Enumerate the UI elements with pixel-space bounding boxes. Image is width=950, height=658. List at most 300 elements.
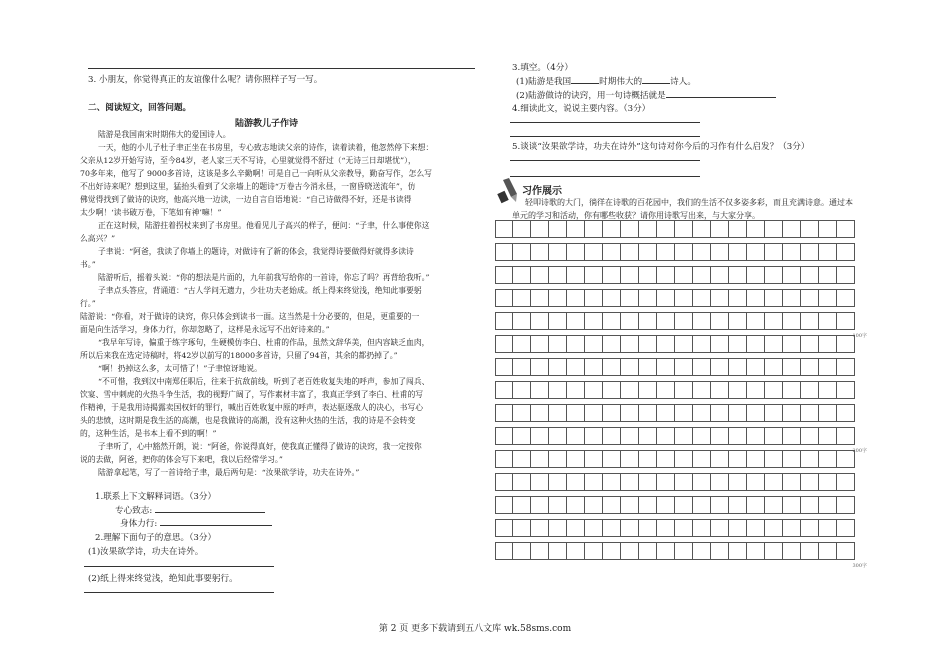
grid-cell[interactable] [711, 243, 729, 261]
grid-cell[interactable] [765, 473, 783, 491]
grid-cell[interactable] [513, 496, 531, 514]
grid-cell[interactable] [693, 542, 711, 560]
grid-cell[interactable] [567, 450, 585, 468]
grid-cell[interactable] [567, 496, 585, 514]
grid-cell[interactable] [711, 312, 729, 330]
grid-cell[interactable] [783, 519, 801, 537]
grid-cell[interactable] [513, 542, 531, 560]
grid-cell[interactable] [639, 496, 657, 514]
grid-cell[interactable] [729, 542, 747, 560]
grid-cell[interactable] [495, 427, 513, 445]
grid-cell[interactable] [819, 220, 837, 238]
grid-cell[interactable] [729, 335, 747, 353]
grid-cell[interactable] [747, 427, 765, 445]
grid-cell[interactable] [657, 312, 675, 330]
grid-cell[interactable] [675, 381, 693, 399]
grid-cell[interactable] [765, 450, 783, 468]
grid-cell[interactable] [639, 335, 657, 353]
grid-cell[interactable] [621, 473, 639, 491]
grid-cell[interactable] [675, 404, 693, 422]
grid-cell[interactable] [837, 450, 855, 468]
grid-cell[interactable] [549, 358, 567, 376]
grid-cell[interactable] [693, 289, 711, 307]
grid-cell[interactable] [837, 358, 855, 376]
grid-cell[interactable] [837, 266, 855, 284]
grid-cell[interactable] [765, 381, 783, 399]
grid-cell[interactable] [585, 496, 603, 514]
grid-cell[interactable] [657, 220, 675, 238]
grid-cell[interactable] [585, 519, 603, 537]
grid-cell[interactable] [693, 519, 711, 537]
grid-cell[interactable] [495, 519, 513, 537]
grid-cell[interactable] [639, 220, 657, 238]
grid-cell[interactable] [549, 519, 567, 537]
grid-cell[interactable] [585, 243, 603, 261]
grid-cell[interactable] [567, 335, 585, 353]
grid-cell[interactable] [783, 381, 801, 399]
grid-cell[interactable] [747, 266, 765, 284]
grid-cell[interactable] [675, 542, 693, 560]
grid-cell[interactable] [603, 450, 621, 468]
grid-cell[interactable] [585, 220, 603, 238]
grid-cell[interactable] [513, 220, 531, 238]
grid-cell[interactable] [639, 243, 657, 261]
grid-cell[interactable] [513, 243, 531, 261]
grid-cell[interactable] [675, 243, 693, 261]
grid-cell[interactable] [783, 312, 801, 330]
grid-cell[interactable] [819, 450, 837, 468]
grid-cell[interactable] [819, 473, 837, 491]
grid-cell[interactable] [531, 473, 549, 491]
grid-cell[interactable] [783, 496, 801, 514]
grid-cell[interactable] [819, 404, 837, 422]
grid-cell[interactable] [639, 542, 657, 560]
grid-cell[interactable] [729, 243, 747, 261]
grid-cell[interactable] [603, 519, 621, 537]
answer-line[interactable] [84, 566, 274, 567]
grid-cell[interactable] [801, 312, 819, 330]
grid-cell[interactable] [639, 289, 657, 307]
grid-cell[interactable] [765, 335, 783, 353]
grid-cell[interactable] [693, 404, 711, 422]
grid-cell[interactable] [495, 358, 513, 376]
grid-cell[interactable] [819, 243, 837, 261]
grid-cell[interactable] [531, 450, 549, 468]
grid-cell[interactable] [549, 450, 567, 468]
grid-cell[interactable] [531, 335, 549, 353]
grid-cell[interactable] [603, 473, 621, 491]
grid-cell[interactable] [801, 289, 819, 307]
grid-cell[interactable] [819, 542, 837, 560]
grid-cell[interactable] [603, 220, 621, 238]
grid-cell[interactable] [585, 473, 603, 491]
grid-cell[interactable] [783, 335, 801, 353]
grid-cell[interactable] [837, 473, 855, 491]
grid-cell[interactable] [729, 404, 747, 422]
grid-cell[interactable] [657, 381, 675, 399]
grid-cell[interactable] [639, 473, 657, 491]
grid-cell[interactable] [675, 335, 693, 353]
grid-cell[interactable] [729, 496, 747, 514]
grid-cell[interactable] [837, 519, 855, 537]
grid-cell[interactable] [711, 335, 729, 353]
grid-cell[interactable] [819, 289, 837, 307]
grid-cell[interactable] [837, 220, 855, 238]
grid-cell[interactable] [567, 289, 585, 307]
grid-cell[interactable] [495, 289, 513, 307]
grid-cell[interactable] [711, 266, 729, 284]
grid-cell[interactable] [495, 404, 513, 422]
grid-cell[interactable] [711, 358, 729, 376]
grid-cell[interactable] [801, 519, 819, 537]
grid-cell[interactable] [531, 496, 549, 514]
grid-cell[interactable] [621, 519, 639, 537]
grid-cell[interactable] [603, 542, 621, 560]
grid-cell[interactable] [621, 358, 639, 376]
grid-cell[interactable] [729, 381, 747, 399]
grid-cell[interactable] [621, 220, 639, 238]
grid-cell[interactable] [783, 427, 801, 445]
grid-cell[interactable] [531, 542, 549, 560]
grid-cell[interactable] [585, 542, 603, 560]
grid-cell[interactable] [603, 335, 621, 353]
grid-cell[interactable] [531, 266, 549, 284]
grid-cell[interactable] [801, 266, 819, 284]
grid-cell[interactable] [657, 519, 675, 537]
grid-cell[interactable] [657, 496, 675, 514]
grid-cell[interactable] [531, 381, 549, 399]
grid-cell[interactable] [729, 473, 747, 491]
grid-cell[interactable] [657, 289, 675, 307]
grid-cell[interactable] [585, 427, 603, 445]
grid-cell[interactable] [567, 427, 585, 445]
grid-cell[interactable] [585, 266, 603, 284]
grid-cell[interactable] [567, 358, 585, 376]
grid-cell[interactable] [765, 220, 783, 238]
grid-cell[interactable] [639, 358, 657, 376]
grid-cell[interactable] [693, 312, 711, 330]
grid-cell[interactable] [549, 243, 567, 261]
grid-cell[interactable] [675, 312, 693, 330]
grid-cell[interactable] [747, 473, 765, 491]
grid-cell[interactable] [513, 312, 531, 330]
grid-cell[interactable] [585, 335, 603, 353]
grid-cell[interactable] [495, 450, 513, 468]
grid-cell[interactable] [765, 404, 783, 422]
grid-cell[interactable] [603, 266, 621, 284]
grid-cell[interactable] [531, 404, 549, 422]
grid-cell[interactable] [603, 358, 621, 376]
grid-cell[interactable] [693, 335, 711, 353]
grid-cell[interactable] [837, 381, 855, 399]
grid-cell[interactable] [765, 266, 783, 284]
answer-line[interactable] [510, 122, 700, 123]
grid-cell[interactable] [621, 312, 639, 330]
grid-cell[interactable] [549, 404, 567, 422]
writing-grid[interactable] [495, 220, 875, 569]
grid-cell[interactable] [657, 335, 675, 353]
grid-cell[interactable] [837, 496, 855, 514]
grid-cell[interactable] [765, 519, 783, 537]
grid-cell[interactable] [495, 220, 513, 238]
grid-cell[interactable] [513, 427, 531, 445]
grid-cell[interactable] [837, 404, 855, 422]
grid-cell[interactable] [495, 381, 513, 399]
grid-cell[interactable] [585, 312, 603, 330]
grid-cell[interactable] [567, 266, 585, 284]
grid-cell[interactable] [747, 519, 765, 537]
grid-cell[interactable] [621, 266, 639, 284]
grid-cell[interactable] [549, 381, 567, 399]
grid-cell[interactable] [819, 335, 837, 353]
grid-cell[interactable] [639, 450, 657, 468]
grid-cell[interactable] [801, 335, 819, 353]
grid-cell[interactable] [567, 243, 585, 261]
grid-cell[interactable] [549, 427, 567, 445]
grid-cell[interactable] [657, 427, 675, 445]
grid-cell[interactable] [765, 496, 783, 514]
grid-cell[interactable] [819, 358, 837, 376]
grid-cell[interactable] [531, 243, 549, 261]
grid-cell[interactable] [603, 381, 621, 399]
grid-cell[interactable] [495, 542, 513, 560]
grid-cell[interactable] [693, 427, 711, 445]
grid-cell[interactable] [837, 335, 855, 353]
grid-cell[interactable] [657, 450, 675, 468]
grid-cell[interactable] [693, 358, 711, 376]
grid-cell[interactable] [801, 427, 819, 445]
grid-cell[interactable] [783, 358, 801, 376]
grid-cell[interactable] [585, 381, 603, 399]
grid-cell[interactable] [567, 312, 585, 330]
grid-cell[interactable] [603, 289, 621, 307]
grid-cell[interactable] [657, 542, 675, 560]
grid-cell[interactable] [729, 450, 747, 468]
grid-cell[interactable] [549, 289, 567, 307]
grid-cell[interactable] [711, 381, 729, 399]
grid-cell[interactable] [837, 289, 855, 307]
grid-cell[interactable] [639, 427, 657, 445]
grid-cell[interactable] [801, 473, 819, 491]
grid-cell[interactable] [675, 220, 693, 238]
grid-cell[interactable] [657, 473, 675, 491]
grid-cell[interactable] [819, 266, 837, 284]
grid-cell[interactable] [567, 542, 585, 560]
grid-cell[interactable] [567, 473, 585, 491]
grid-cell[interactable] [711, 473, 729, 491]
grid-cell[interactable] [801, 220, 819, 238]
grid-cell[interactable] [513, 266, 531, 284]
grid-cell[interactable] [549, 496, 567, 514]
grid-cell[interactable] [639, 266, 657, 284]
grid-cell[interactable] [531, 358, 549, 376]
answer-line[interactable] [84, 592, 274, 593]
grid-cell[interactable] [531, 289, 549, 307]
grid-cell[interactable] [711, 289, 729, 307]
grid-cell[interactable] [765, 289, 783, 307]
grid-cell[interactable] [531, 220, 549, 238]
grid-cell[interactable] [675, 519, 693, 537]
grid-cell[interactable] [621, 496, 639, 514]
grid-cell[interactable] [729, 358, 747, 376]
grid-cell[interactable] [711, 404, 729, 422]
grid-cell[interactable] [531, 312, 549, 330]
grid-cell[interactable] [675, 473, 693, 491]
grid-cell[interactable] [513, 335, 531, 353]
grid-cell[interactable] [711, 427, 729, 445]
grid-cell[interactable] [837, 542, 855, 560]
answer-line[interactable] [510, 176, 700, 177]
grid-cell[interactable] [621, 427, 639, 445]
grid-cell[interactable] [513, 519, 531, 537]
grid-cell[interactable] [783, 450, 801, 468]
grid-cell[interactable] [657, 266, 675, 284]
grid-cell[interactable] [693, 266, 711, 284]
grid-cell[interactable] [513, 358, 531, 376]
grid-cell[interactable] [639, 312, 657, 330]
grid-cell[interactable] [495, 243, 513, 261]
grid-cell[interactable] [747, 496, 765, 514]
q1-term-a-blank[interactable] [155, 512, 265, 513]
grid-cell[interactable] [837, 427, 855, 445]
grid-cell[interactable] [531, 519, 549, 537]
grid-cell[interactable] [765, 358, 783, 376]
grid-cell[interactable] [729, 266, 747, 284]
grid-cell[interactable] [747, 404, 765, 422]
grid-cell[interactable] [819, 427, 837, 445]
grid-cell[interactable] [837, 243, 855, 261]
q3-blank-poem[interactable] [666, 97, 776, 98]
grid-cell[interactable] [819, 519, 837, 537]
grid-cell[interactable] [819, 496, 837, 514]
grid-cell[interactable] [693, 381, 711, 399]
grid-cell[interactable] [639, 381, 657, 399]
grid-cell[interactable] [819, 312, 837, 330]
grid-cell[interactable] [621, 243, 639, 261]
grid-cell[interactable] [711, 220, 729, 238]
grid-cell[interactable] [765, 427, 783, 445]
grid-cell[interactable] [783, 289, 801, 307]
grid-cell[interactable] [549, 220, 567, 238]
grid-cell[interactable] [783, 243, 801, 261]
grid-cell[interactable] [621, 542, 639, 560]
grid-cell[interactable] [675, 289, 693, 307]
grid-cell[interactable] [747, 243, 765, 261]
q1-term-b-blank[interactable] [160, 525, 272, 526]
grid-cell[interactable] [747, 335, 765, 353]
grid-cell[interactable] [675, 358, 693, 376]
grid-cell[interactable] [657, 358, 675, 376]
grid-cell[interactable] [711, 542, 729, 560]
grid-cell[interactable] [585, 404, 603, 422]
grid-cell[interactable] [783, 404, 801, 422]
grid-cell[interactable] [567, 519, 585, 537]
grid-cell[interactable] [747, 358, 765, 376]
grid-cell[interactable] [621, 335, 639, 353]
grid-cell[interactable] [657, 243, 675, 261]
grid-cell[interactable] [765, 243, 783, 261]
grid-cell[interactable] [513, 450, 531, 468]
grid-cell[interactable] [801, 404, 819, 422]
grid-cell[interactable] [747, 289, 765, 307]
grid-cell[interactable] [585, 289, 603, 307]
grid-cell[interactable] [567, 404, 585, 422]
grid-cell[interactable] [693, 473, 711, 491]
grid-cell[interactable] [621, 450, 639, 468]
grid-cell[interactable] [495, 312, 513, 330]
grid-cell[interactable] [657, 404, 675, 422]
grid-cell[interactable] [513, 289, 531, 307]
grid-cell[interactable] [621, 289, 639, 307]
grid-cell[interactable] [711, 450, 729, 468]
grid-cell[interactable] [513, 381, 531, 399]
grid-cell[interactable] [729, 427, 747, 445]
grid-cell[interactable] [693, 243, 711, 261]
grid-cell[interactable] [693, 496, 711, 514]
grid-cell[interactable] [747, 312, 765, 330]
grid-cell[interactable] [837, 312, 855, 330]
grid-cell[interactable] [549, 266, 567, 284]
grid-cell[interactable] [801, 381, 819, 399]
grid-cell[interactable] [675, 450, 693, 468]
grid-cell[interactable] [495, 496, 513, 514]
grid-cell[interactable] [603, 404, 621, 422]
grid-cell[interactable] [513, 473, 531, 491]
grid-cell[interactable] [621, 381, 639, 399]
grid-cell[interactable] [495, 266, 513, 284]
answer-line[interactable] [510, 160, 700, 161]
grid-cell[interactable] [711, 496, 729, 514]
grid-cell[interactable] [531, 427, 549, 445]
grid-cell[interactable] [783, 473, 801, 491]
grid-cell[interactable] [549, 473, 567, 491]
grid-cell[interactable] [729, 220, 747, 238]
grid-cell[interactable] [729, 312, 747, 330]
grid-cell[interactable] [549, 335, 567, 353]
grid-cell[interactable] [603, 496, 621, 514]
grid-cell[interactable] [711, 519, 729, 537]
grid-cell[interactable] [585, 450, 603, 468]
grid-cell[interactable] [675, 496, 693, 514]
grid-cell[interactable] [693, 450, 711, 468]
grid-cell[interactable] [495, 335, 513, 353]
grid-cell[interactable] [729, 289, 747, 307]
grid-cell[interactable] [765, 542, 783, 560]
grid-cell[interactable] [639, 404, 657, 422]
grid-cell[interactable] [747, 220, 765, 238]
grid-cell[interactable] [621, 404, 639, 422]
grid-cell[interactable] [603, 427, 621, 445]
grid-cell[interactable] [639, 519, 657, 537]
q3-blank-era[interactable] [571, 83, 599, 84]
grid-cell[interactable] [783, 220, 801, 238]
grid-cell[interactable] [495, 473, 513, 491]
grid-cell[interactable] [729, 519, 747, 537]
grid-cell[interactable] [801, 358, 819, 376]
grid-cell[interactable] [675, 427, 693, 445]
grid-cell[interactable] [801, 243, 819, 261]
grid-cell[interactable] [783, 266, 801, 284]
grid-cell[interactable] [801, 450, 819, 468]
q3-blank-type[interactable] [642, 83, 670, 84]
grid-cell[interactable] [675, 266, 693, 284]
grid-cell[interactable] [747, 381, 765, 399]
answer-line[interactable] [510, 136, 700, 137]
grid-cell[interactable] [801, 542, 819, 560]
grid-cell[interactable] [603, 312, 621, 330]
grid-cell[interactable] [801, 496, 819, 514]
grid-cell[interactable] [549, 312, 567, 330]
